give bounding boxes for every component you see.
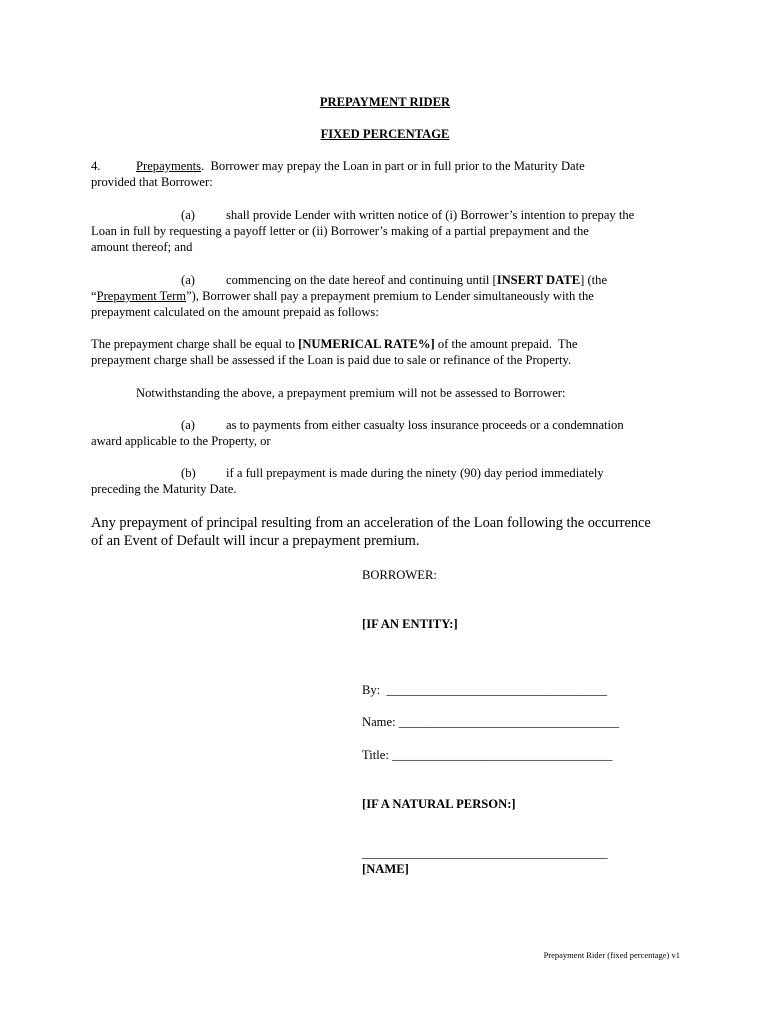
section-4-line-1	[136, 158, 585, 174]
page-footer: Prepayment Rider (fixed percentage) v1	[543, 950, 680, 960]
exception-b-line-1: if a full prepayment is made during the ninety (90) day period immediately	[226, 466, 604, 480]
natural-person-label: [IF A NATURAL PERSON:]	[362, 797, 516, 811]
section-4-line-2: provided that Borrower:	[91, 175, 213, 189]
clause-a2-line-2-post: ”), Borrower shall pay a prepayment premium to Lender simultaneously with the	[186, 289, 594, 303]
section-heading: Prepayments	[136, 159, 202, 173]
charge-line-1	[91, 336, 578, 352]
clause-a1-line-1: shall provide Lender with written notice of (i) Borrower’s intention to prepay the	[226, 208, 635, 222]
numerical-rate-placeholder: [NUMERICAL RATE%]	[298, 337, 435, 351]
clause-marker: (a)	[181, 418, 195, 432]
prepayment-term-defined: Prepayment Term	[96, 289, 187, 303]
name-field[interactable]: Name: ___________________________________	[362, 715, 620, 729]
document-title: PREPAYMENT RIDER	[319, 95, 451, 109]
clause-a1-line-2: Loan in full by requesting a payoff letter or (ii) Borrower’s making of a partial prepayment and the	[91, 224, 589, 238]
clause-marker: (a)	[181, 273, 195, 287]
title-field[interactable]: Title: ___________________________________	[362, 748, 613, 762]
clause-a2-line-1-post: ] (the	[580, 273, 608, 287]
by-signature-field[interactable]: By: ___________________________________	[362, 683, 607, 697]
exception-a-line-2: award applicable to the Property, or	[91, 434, 271, 448]
name-placeholder: [NAME]	[362, 862, 409, 876]
clause-marker: (a)	[181, 208, 195, 222]
clause-a2-line-1-pre: commencing on the date hereof and continuing until [	[226, 273, 497, 287]
borrower-label: BORROWER:	[362, 568, 437, 582]
natural-person-signature-line[interactable]: _______________________________________	[362, 846, 608, 860]
clause-a1-line-3: amount thereof; and	[91, 240, 193, 254]
acceleration-line-2: of an Event of Default will incur a prepayment premium.	[91, 533, 420, 549]
section-4-line-1-text: . Borrower may prepay the Loan in part or in full prior to the Maturity Date	[201, 159, 585, 173]
charge-line-1-post: of the amount prepaid. The	[434, 337, 578, 351]
clause-a2-line-3: prepayment calculated on the amount prepaid as follows:	[91, 305, 379, 319]
open-quote: “	[91, 289, 97, 303]
acceleration-line-1: Any prepayment of principal resulting from an acceleration of the Loan following the occurrence	[91, 515, 651, 531]
exception-b-line-2: preceding the Maturity Date.	[91, 482, 237, 496]
charge-line-2: prepayment charge shall be assessed if the Loan is paid due to sale or refinance of the Property.	[91, 353, 572, 367]
entity-label: [IF AN ENTITY:]	[362, 617, 458, 631]
clause-a2-line-1	[226, 272, 607, 288]
notwithstanding-paragraph: Notwithstanding the above, a prepayment premium will not be assessed to Borrower:	[136, 386, 566, 400]
exception-a-line-1: as to payments from either casualty loss insurance proceeds or a condemnation	[226, 418, 624, 432]
document-subtitle: FIXED PERCENTAGE	[320, 127, 450, 141]
section-number: 4.	[91, 159, 101, 173]
charge-line-1-pre: The prepayment charge shall be equal to	[91, 337, 299, 351]
clause-a2-line-2	[91, 288, 594, 304]
clause-marker: (b)	[181, 466, 196, 480]
insert-date-placeholder: INSERT DATE	[496, 273, 581, 287]
